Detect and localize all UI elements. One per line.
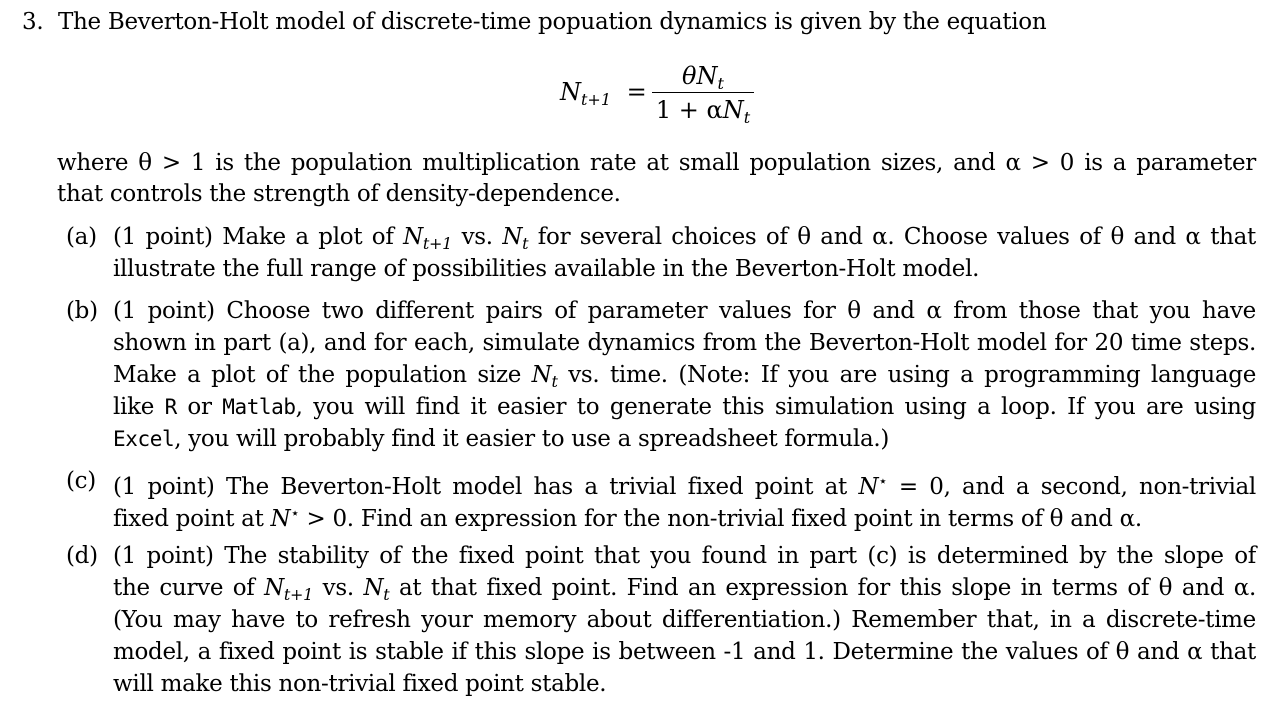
- part-b-line-1: (1 point) Choose two different pairs of parameter values for θ and α from those that you have: [113, 298, 1256, 324]
- eq-denominator: $1 + \alpha N_t$: [655, 96, 751, 127]
- part-d-line-1: (1 point) The stability of the fixed point that you found in part (c) is determined by the slope of: [113, 543, 1256, 569]
- part-c-line-2: fixed point at N⋆ > 0. Find an expression for the non-trivial fixed point in terms of θ and α.: [113, 504, 1142, 532]
- part-b-line-3: Make a plot of the population size $N_t$ vs. time. (Note: If you are using a programming language: [113, 362, 1257, 391]
- part-b-line-5: Excel, you will probably find it easier to use a spreadsheet formula.): [113, 426, 890, 452]
- where-line-2: that controls the strength of density-dependence.: [57, 181, 621, 207]
- part-b-line-2: shown in part (a), and for each, simulate dynamics from the Beverton-Holt model for 20 time steps.: [113, 330, 1256, 356]
- eq-equals: =: [626, 78, 647, 106]
- eq-lhs-var: N: [560, 78, 581, 106]
- where-line-1: where θ > 1 is the population multiplication rate at small population sizes, and α > 0 is a parameter: [57, 150, 1256, 176]
- part-d-line-5: will make this non-trivial fixed point stable.: [113, 671, 607, 697]
- problem-intro: The Beverton-Holt model of discrete-time popuation dynamics is given by the equation: [58, 9, 1047, 35]
- part-c-line-1: (1 point) The Beverton-Holt model has a trivial fixed point at N⋆ = 0, and a second, non-trivial: [113, 472, 1256, 500]
- part-d-line-2: the curve of $N_{t+1}$ vs. $N_t$ at that fixed point. Find an expression for this slope in terms of θ and α.: [113, 575, 1256, 604]
- eq-numerator: $\theta N_t$: [682, 62, 724, 93]
- part-b-line-4: like R or Matlab, you will find it easier to generate this simulation using a loop. If you are using: [113, 394, 1256, 420]
- part-d-line-4: model, a fixed point is stable if this slope is between -1 and 1. Determine the values of θ and α that: [113, 639, 1256, 665]
- code-matlab: Matlab: [222, 395, 296, 419]
- eq-fraction: [652, 60, 754, 125]
- part-a-line-1: (1 point) Make a plot of $N_{t+1}$ vs. $N_t$ for several choices of θ and α. Choose values of θ and α that: [113, 224, 1257, 253]
- part-a-line-2: illustrate the full range of possibilities available in the Beverton-Holt model.: [113, 256, 980, 282]
- problem-number: 3.: [22, 9, 44, 35]
- eq-lhs-sub: t+1: [581, 90, 612, 109]
- part-d-line-3: (You may have to refresh your memory about differentiation.) Remember that, in a discrete-time: [113, 607, 1256, 633]
- part-b-label: (b): [66, 298, 98, 324]
- code-excel: Excel: [113, 427, 175, 451]
- part-c-label: (c): [66, 468, 96, 494]
- part-a-label: (a): [66, 224, 97, 250]
- part-d-label: (d): [66, 543, 98, 569]
- code-r: R: [164, 395, 177, 419]
